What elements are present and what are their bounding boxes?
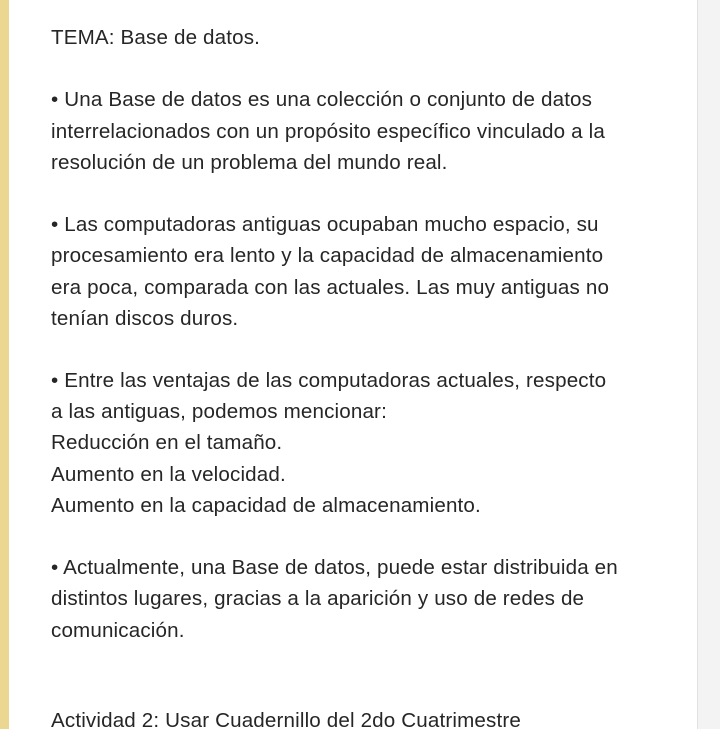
text-line: procesamiento era lento y la capacidad de almacenamiento [51, 244, 604, 268]
text-line: era poca, comparada con las actuales. Las muy antiguas no [51, 275, 610, 299]
text-line: • Actualmente, una Base de datos, puede estar distribuida en [51, 556, 618, 580]
text-line: tenían discos duros. [51, 306, 239, 330]
advantage-item: Reducción en el tamaño. [51, 431, 283, 455]
accent-bar [0, 0, 9, 729]
text-line: interrelacionados con un propósito específico vinculado a la [51, 119, 605, 143]
post-card [9, 0, 698, 729]
advantage-item: Aumento en la capacidad de almacenamiento. [51, 493, 481, 517]
text-line: • Las computadoras antiguas ocupaban mucho espacio, su [51, 213, 599, 237]
text-line: distintos lugares, gracias a la aparición y uso de redes de [51, 587, 585, 611]
activity-line: Actividad 2: Usar Cuadernillo del 2do Cuatrimestre [51, 708, 521, 729]
paragraph-advantages [51, 365, 671, 521]
text-line: • Una Base de datos es una colección o conjunto de datos [51, 88, 593, 112]
text-line: comunicación. [51, 618, 185, 642]
advantage-item: Aumento en la velocidad. [51, 462, 286, 486]
paragraph-distributed [51, 552, 671, 646]
paragraph-definition [51, 84, 671, 178]
topic-title: TEMA: Base de datos. [51, 26, 261, 49]
text-line: a las antiguas, podemos mencionar: [51, 400, 387, 424]
text-line: • Entre las ventajas de las computadoras actuales, respecto [51, 369, 607, 393]
post-content [51, 22, 671, 729]
text-line: resolución de un problema del mundo real. [51, 150, 448, 174]
paragraph-old-computers [51, 209, 671, 334]
